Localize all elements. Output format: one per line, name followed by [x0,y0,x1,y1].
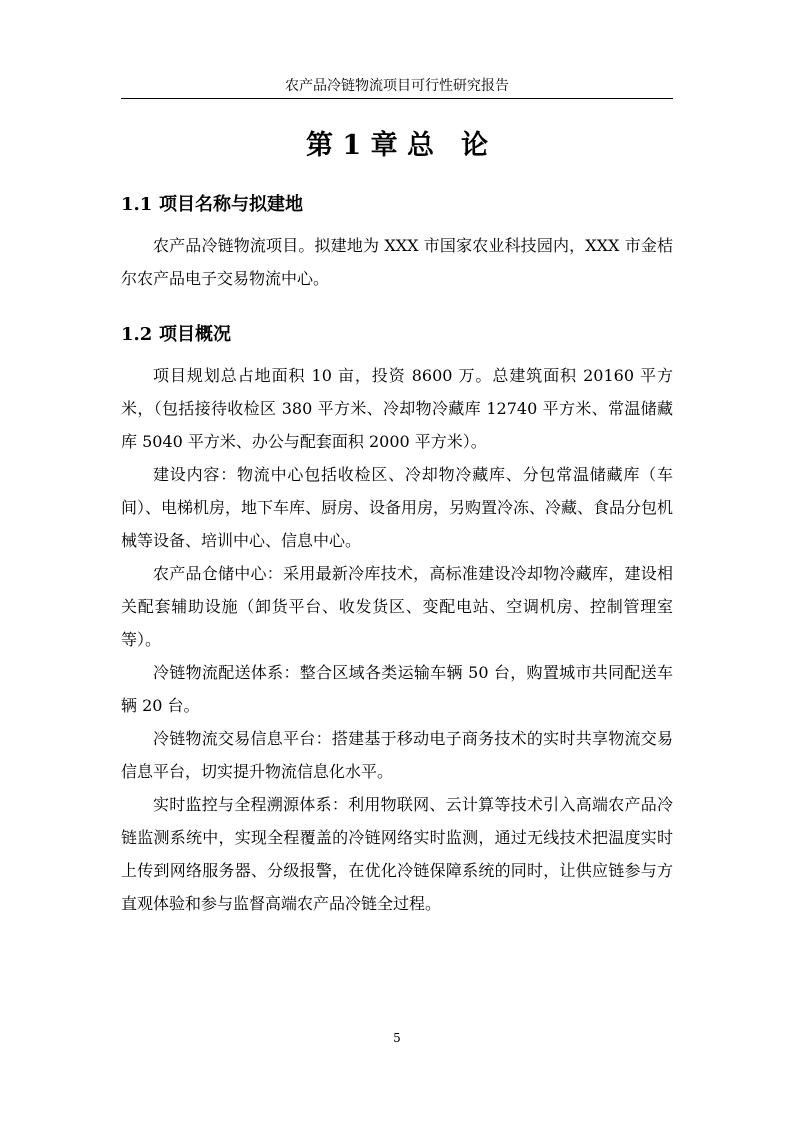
paragraph: 农产品冷链物流项目。拟建地为 XXX 市国家农业科技园内，XXX 市金桔尔农产品电子交易物流中心。 [121,236,673,288]
paragraph: 冷链物流交易信息平台：搭建基于移动电子商务技术的实时共享物流交易信息平台，切实提升物流信息化水平。 [121,729,673,781]
paragraph: 实时监控与全程溯源体系：利用物联网、云计算等技术引入高端农产品冷链监测系统中，实现全程覆盖的冷链网络实时监测，通过无线技术把温度实时上传到网络服务器、分级报警，在优化冷链保障系统的同时，让供应链参与方直观体验和参与监督高端农产品冷链全过程。 [121,795,673,913]
section-heading-1-2 [121,320,231,350]
chapter-title: 第 1 章 总 论 [306,130,488,161]
section-title: 项目名称与拟建地 [159,194,303,215]
paragraph: 项目规划总占地面积 10 亩，投资 8600 万。总建筑面积 20160 平方米，（包括接待收检区 380 平方米、冷却物冷藏库 12740 平方米、常温储藏库 5040 平方米、办公与配套面积 2000 平方米）。 [121,366,673,451]
section-body-1-1 [121,229,673,295]
paragraph: 农产品仓储中心：采用最新冷库技术，高标准建设冷却物冷藏库，建设相关配套辅助设施（卸货平台、收发货区、变配电站、空调机房、控制管理室等）。 [121,564,673,649]
paragraph: 建设内容：物流中心包括收检区、冷却物冷藏库、分包常温储藏库（车间）、电梯机房，地下车库、厨房、设备用房，另购置冷冻、冷藏、食品分包机械等设备、培训中心、信息中心。 [121,465,674,550]
page-number: 5 [393,1031,401,1045]
section-heading-1-1 [121,190,303,220]
running-header: 农产品冷链物流项目可行性研究报告 [285,78,509,94]
section-number: 1.2 [121,324,153,345]
section-body-1-2 [121,359,673,920]
header-divider [121,98,673,99]
section-number: 1.1 [121,194,153,215]
paragraph: 冷链物流配送体系：整合区域各类运输车辆 50 台，购置城市共同配送车辆 20 台。 [121,663,673,715]
section-title: 项目概况 [159,324,231,345]
